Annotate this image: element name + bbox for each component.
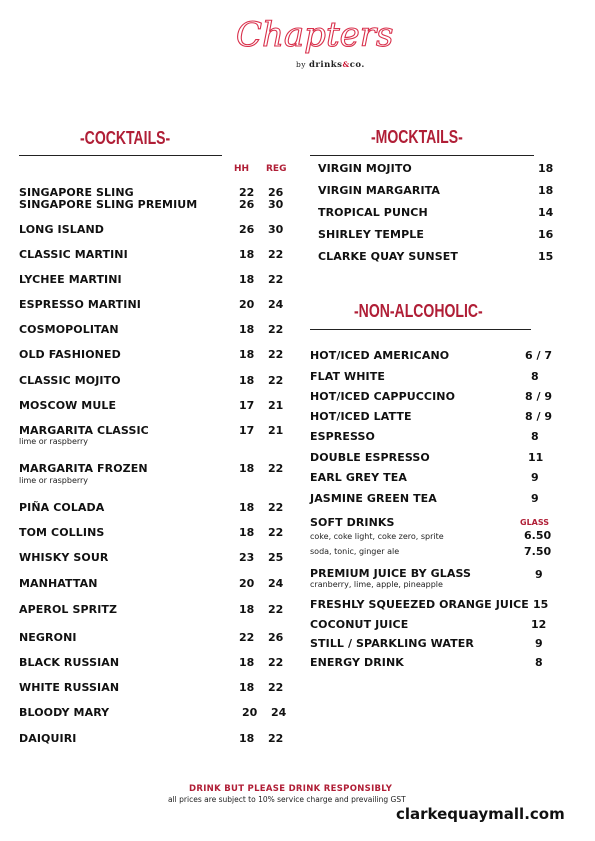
mocktail-name: TROPICAL PUNCH xyxy=(318,206,428,219)
cocktails-title: -COCKTAILS- xyxy=(80,128,171,148)
mocktails-title: -MOCKTAILS- xyxy=(371,127,463,147)
cocktail-hh: 18 xyxy=(239,603,255,616)
drink-price: 8 xyxy=(535,656,543,669)
cocktail-reg: 26 xyxy=(268,186,284,199)
mocktail-name: VIRGIN MOJITO xyxy=(318,162,412,175)
cocktail-hh: 17 xyxy=(239,399,255,412)
cocktail-hh: 18 xyxy=(239,273,255,286)
cocktail-name: COSMOPOLITAN xyxy=(19,323,119,336)
cocktail-hh: 18 xyxy=(239,681,255,694)
cocktail-reg: 22 xyxy=(268,462,284,475)
drink-price: 12 xyxy=(531,618,547,631)
cocktail-reg: 26 xyxy=(268,631,284,644)
mocktail-price: 15 xyxy=(538,250,554,263)
drink-name: FLAT WHITE xyxy=(310,370,385,383)
drink-price: 15 xyxy=(533,598,549,611)
drink-name: HOT/ICED LATTE xyxy=(310,410,412,423)
cocktail-hh: 18 xyxy=(239,348,255,361)
drink-name: DOUBLE ESPRESSO xyxy=(310,451,430,464)
logo-sub-co: co. xyxy=(349,60,365,70)
logo-sub-by: by xyxy=(296,60,307,69)
cocktail-hh: 18 xyxy=(239,526,255,539)
mocktail-price: 18 xyxy=(538,184,554,197)
cocktail-name: CLASSIC MOJITO xyxy=(19,374,121,387)
cocktail-name: TOM COLLINS xyxy=(19,526,105,539)
drink-price: 6.50 xyxy=(524,529,552,542)
drink-price: 8 / 9 xyxy=(525,390,552,403)
mocktail-price: 16 xyxy=(538,228,554,241)
drink-responsibly-notice: DRINK BUT PLEASE DRINK RESPONSIBLY xyxy=(189,784,393,794)
non-alcoholic-title: -NON-ALCOHOLIC- xyxy=(354,301,483,321)
cocktail-hh: 18 xyxy=(239,462,255,475)
cocktail-note: lime or raspberry xyxy=(19,476,89,485)
cocktail-reg: 22 xyxy=(268,273,284,286)
drink-price: 9 xyxy=(531,492,539,505)
cocktail-hh: 22 xyxy=(239,631,255,644)
cocktail-hh: 20 xyxy=(239,298,255,311)
drink-name: HOT/ICED CAPPUCCINO xyxy=(310,390,456,403)
cocktail-name: PIÑA COLADA xyxy=(19,501,105,514)
cocktail-reg: 22 xyxy=(268,248,284,261)
cocktails-col-hh: HH xyxy=(234,164,250,174)
cocktails-col-reg: REG xyxy=(266,164,287,174)
cocktail-reg: 24 xyxy=(268,298,284,311)
drink-name: EARL GREY TEA xyxy=(310,471,407,484)
cocktail-name: WHITE RUSSIAN xyxy=(19,681,120,694)
cocktail-hh: 20 xyxy=(242,706,258,719)
cocktail-name: MANHATTAN xyxy=(19,577,98,590)
cocktail-reg: 22 xyxy=(268,526,284,539)
cocktail-hh: 18 xyxy=(239,323,255,336)
drink-price: 8 xyxy=(531,370,539,383)
cocktails-divider xyxy=(19,155,222,156)
cocktail-note: lime or raspberry xyxy=(19,437,89,446)
cocktail-hh: 22 xyxy=(239,186,255,199)
cocktail-reg: 24 xyxy=(268,577,284,590)
cocktail-name: LONG ISLAND xyxy=(19,223,105,236)
drink-price: 8 xyxy=(531,430,539,443)
cocktail-hh: 18 xyxy=(239,656,255,669)
cocktail-reg: 22 xyxy=(268,501,284,514)
mocktail-name: VIRGIN MARGARITA xyxy=(318,184,441,197)
logo-sub-name: drinks xyxy=(308,60,343,70)
cocktail-hh: 17 xyxy=(239,424,255,437)
cocktail-reg: 22 xyxy=(268,374,284,387)
chapters-logo xyxy=(232,8,394,60)
cocktail-name: MOSCOW MULE xyxy=(19,399,117,412)
cocktail-reg: 24 xyxy=(271,706,287,719)
drink-price: 8 / 9 xyxy=(525,410,552,423)
cocktail-name: APEROL SPRITZ xyxy=(19,603,118,616)
cocktail-reg: 25 xyxy=(268,551,284,564)
drink-name: COCONUT JUICE xyxy=(310,618,409,631)
cocktail-reg: 30 xyxy=(268,223,284,236)
logo-sub-amp: & xyxy=(342,60,350,69)
cocktail-hh: 20 xyxy=(239,577,255,590)
cocktail-hh: 18 xyxy=(239,248,255,261)
mocktail-name: CLARKE QUAY SUNSET xyxy=(318,250,458,263)
cocktail-hh: 18 xyxy=(239,501,255,514)
cocktail-reg: 30 xyxy=(268,198,284,211)
drink-name: STILL / SPARKLING WATER xyxy=(310,637,474,650)
cocktail-reg: 21 xyxy=(268,399,284,412)
mocktails-divider xyxy=(310,155,534,156)
cocktail-reg: 22 xyxy=(268,348,284,361)
drink-name: HOT/ICED AMERICANO xyxy=(310,349,450,362)
drink-price: 9 xyxy=(531,471,539,484)
drink-note: coke, coke light, coke zero, sprite xyxy=(310,532,444,541)
cocktail-reg: 22 xyxy=(268,732,284,745)
drink-note: cranberry, lime, apple, pineapple xyxy=(310,580,443,589)
drink-price: 7.50 xyxy=(524,545,552,558)
drink-price: 9 xyxy=(535,568,543,581)
drink-name: PREMIUM JUICE BY GLASS xyxy=(310,567,472,580)
cocktail-reg: 22 xyxy=(268,603,284,616)
drink-price: 11 xyxy=(528,451,544,464)
cocktail-reg: 22 xyxy=(268,323,284,336)
cocktail-reg: 21 xyxy=(268,424,284,437)
cocktail-name: ESPRESSO MARTINI xyxy=(19,298,141,311)
mocktail-name: SHIRLEY TEMPLE xyxy=(318,228,424,241)
cocktail-name: SINGAPORE SLING PREMIUM xyxy=(19,198,198,211)
drink-price: 9 xyxy=(535,637,543,650)
cocktail-hh: 23 xyxy=(239,551,255,564)
cocktail-name: BLOODY MARY xyxy=(19,706,110,719)
logo-subtitle xyxy=(296,60,365,70)
service-charge-disclaimer: all prices are subject to 10% service charge and prevailing GST xyxy=(168,795,406,804)
cocktail-hh: 26 xyxy=(239,198,255,211)
drink-name: JASMINE GREEN TEA xyxy=(310,492,437,505)
logo-script-text: Chapters xyxy=(236,15,394,55)
cocktail-hh: 18 xyxy=(239,732,255,745)
mocktail-price: 18 xyxy=(538,162,554,175)
cocktail-hh: 26 xyxy=(239,223,255,236)
cocktail-hh: 18 xyxy=(239,374,255,387)
cocktail-name: SINGAPORE SLING xyxy=(19,186,134,199)
cocktail-reg: 22 xyxy=(268,656,284,669)
glass-label: GLASS xyxy=(520,518,550,527)
cocktail-name: WHISKY SOUR xyxy=(19,551,109,564)
cocktail-name: OLD FASHIONED xyxy=(19,348,121,361)
cocktail-name: NEGRONI xyxy=(19,631,77,644)
cocktail-name: LYCHEE MARTINI xyxy=(19,273,122,286)
cocktail-name: BLACK RUSSIAN xyxy=(19,656,120,669)
non-alcoholic-divider xyxy=(310,329,531,330)
cocktail-name: DAIQUIRI xyxy=(19,732,77,745)
cocktail-name: MARGARITA FROZEN xyxy=(19,462,148,475)
drink-name: FRESHLY SQUEEZED ORANGE JUICE xyxy=(310,598,529,611)
cocktail-reg: 22 xyxy=(268,681,284,694)
drink-name: ENERGY DRINK xyxy=(310,656,404,669)
mocktail-price: 14 xyxy=(538,206,554,219)
drink-price: 6 / 7 xyxy=(525,349,552,362)
drink-name: SOFT DRINKS xyxy=(310,516,395,529)
cocktail-name: CLASSIC MARTINI xyxy=(19,248,128,261)
cocktail-name: MARGARITA CLASSIC xyxy=(19,424,149,437)
drink-name: ESPRESSO xyxy=(310,430,375,443)
drink-note: soda, tonic, ginger ale xyxy=(310,547,400,556)
website-watermark: clarkequaymall.com xyxy=(393,805,568,823)
